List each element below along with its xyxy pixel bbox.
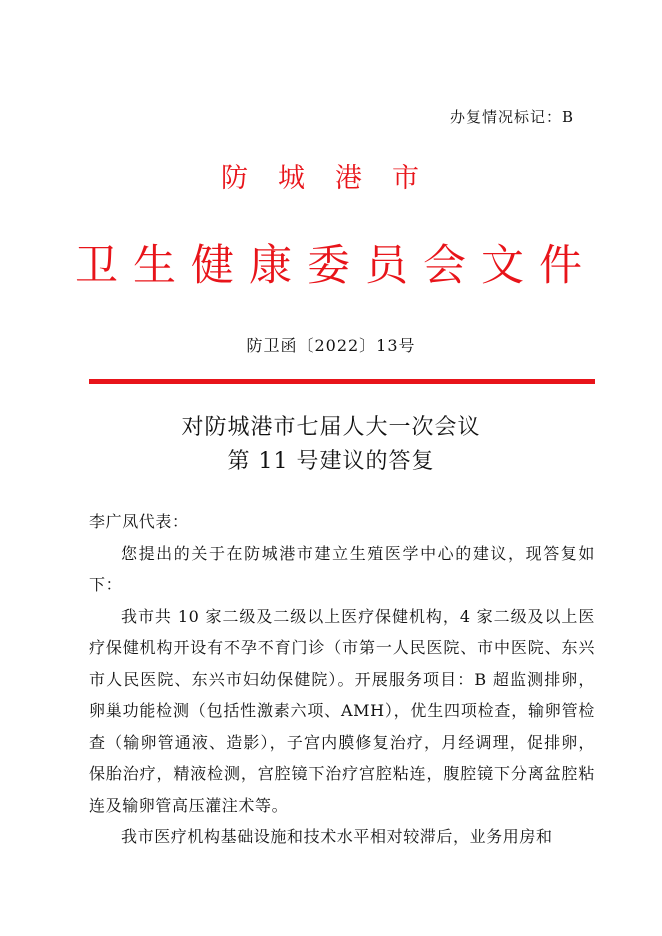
title-line-1: 对防城港市七届人大一次会议 bbox=[181, 415, 481, 440]
document-number: 防卫函〔2022〕13号 bbox=[246, 336, 416, 355]
body-paragraph: 您提出的关于在防城港市建立生殖医学中心的建议，现答复如下： bbox=[89, 543, 595, 594]
body-paragraph: 我市共 10 家二级及二级以上医疗保健机构，4 家二级及以上医疗保健机构开设有不孕不育门诊（市第一人民医院、市中医院、东兴市人民医院、东兴市妇幼保健院）。开展服务项目：B 超监测排卵，卵巢功能检测（包括性激素六项、AMH），优生四项检查，输卵管检查（输卵管通液、造影），子宫内膜修复治疗，月经调理，促排卵，保胎治疗，精液检测，宫腔镜下治疗宫腔粘连，腹腔镜下分离盆腔粘连及输卵管高压灌注术等。 bbox=[89, 606, 595, 815]
document-title bbox=[0, 411, 662, 479]
red-divider bbox=[89, 379, 595, 384]
document-body bbox=[89, 506, 595, 853]
handling-mark: 办复情况标记：B bbox=[449, 108, 574, 126]
title-line-2: 第 11 号建议的答复 bbox=[227, 449, 435, 474]
issuer-city: 防城港市 bbox=[221, 163, 449, 194]
issuer-organization: 卫生健康委员会文件 bbox=[75, 241, 597, 291]
body-paragraph: 我市医疗机构基础设施和技术水平相对较滞后，业务用房和 bbox=[121, 827, 553, 846]
salutation: 李广凤代表： bbox=[89, 512, 189, 531]
